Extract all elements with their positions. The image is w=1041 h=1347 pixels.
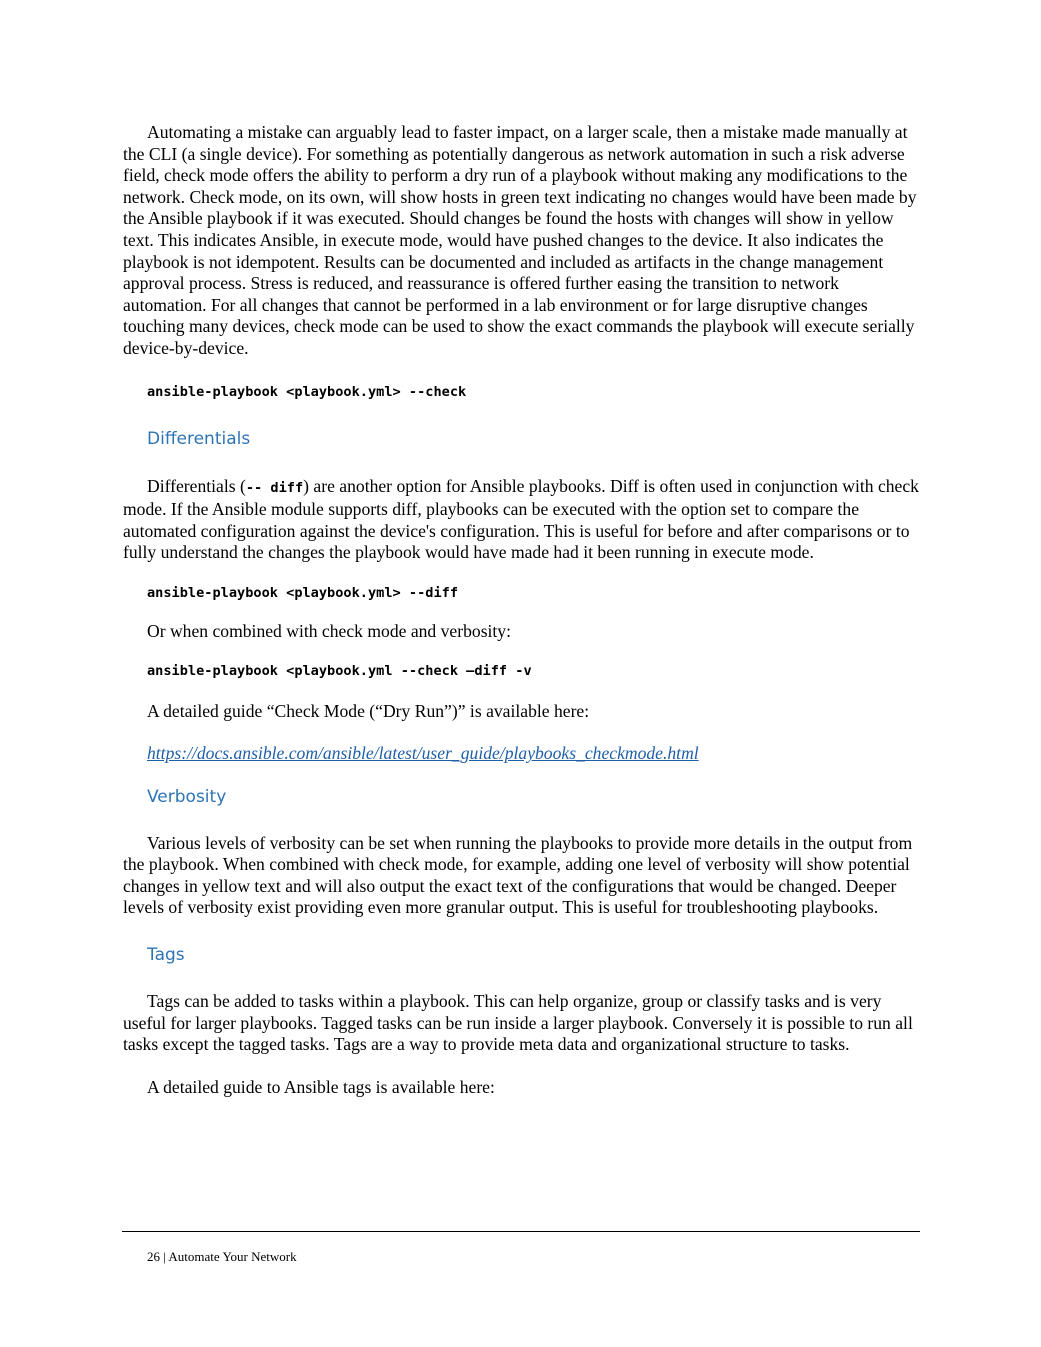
footer-title: Automate Your Network — [168, 1249, 297, 1264]
heading-differentials: Differentials — [147, 428, 251, 449]
page-content — [123, 122, 919, 1098]
footer-separator: | — [163, 1249, 166, 1264]
check-mode-paragraph: Automating a mistake can arguably lead to faster impact, on a larger scale, then a mistake made manually at the CLI (a single device). For something as potentially dangerous as network automation in such a risk adverse field, check mode offers the ability to perform a dry run of a playbook without making any modifications to the network. Check mode, on its own, will show hosts in green text indicating no changes would have been made by the Ansible playbook if it was executed. Should changes be found the hosts with changes will show in yellow text. This indicates Ansible, in execute mode, would have pushed changes to the device. It also indicates the playbook is not idempotent. Results can be documented and included as artifacts in the change management approval process. Stress is reduced, and reassurance is offered further easing the transition to network automation. For all changes that cannot be performed in a lab environment or for large disruptive changes touching many devices, check mode can be used to show the exact commands the playbook will execute serially device-by-device. — [123, 122, 917, 358]
check-mode-guide-text: A detailed guide “Check Mode (“Dry Run”)” is available here: — [147, 700, 590, 721]
tags-paragraph: Tags can be added to tasks within a playbook. This can help organize, group or classify tasks and is very useful for larger playbooks. Tagged tasks can be run inside a larger playbook. Conversely it is possible to run all tasks except the tagged tasks. Tags are a way to provide meta data and organizational structure to tasks. — [123, 991, 913, 1055]
diff-inline-code: -- diff — [245, 479, 304, 496]
footer-divider — [122, 1231, 920, 1232]
page-footer — [147, 1249, 297, 1265]
differentials-body-text: ) are another option for Ansible playbooks. Diff is often used in conjunction with check mode. If the Ansible module supports diff, playbooks can be executed with the option set to compare the automated configuration against the device's configuration. This is useful for before and after comparisons or to fully understand the changes the playbook would have made had it been running in execute mode. — [123, 475, 919, 563]
check-mode-guide-link-line — [123, 743, 919, 765]
page-number: 26 — [147, 1249, 160, 1264]
verbosity-paragraph: Various levels of verbosity can be set when running the playbooks to provide more details in the output from the playbook. When combined with check mode, for example, adding one level of verbosity will show potential changes in yellow text and will also output the exact text of the configurations that would be changed. Deeper levels of verbosity exist providing even more granular output. This is useful for troubleshooting playbooks. — [123, 832, 913, 918]
differentials-lead-text: Differentials ( — [147, 475, 246, 496]
combined-intro: Or when combined with check mode and verbosity: — [147, 620, 511, 641]
tags-guide-text: A detailed guide to Ansible tags is available here: — [147, 1076, 495, 1097]
combined-command: ansible-playbook <playbook.yml --check –diff -v — [147, 662, 532, 679]
diff-command: ansible-playbook <playbook.yml> --diff — [147, 584, 458, 601]
check-mode-guide-link[interactable]: https://docs.ansible.com/ansible/latest/user_guide/playbooks_checkmode.html — [147, 743, 699, 764]
heading-verbosity: Verbosity — [147, 786, 227, 807]
heading-tags: Tags — [147, 945, 185, 966]
check-command: ansible-playbook <playbook.yml> --check — [147, 383, 467, 400]
differentials-paragraph — [123, 476, 919, 564]
